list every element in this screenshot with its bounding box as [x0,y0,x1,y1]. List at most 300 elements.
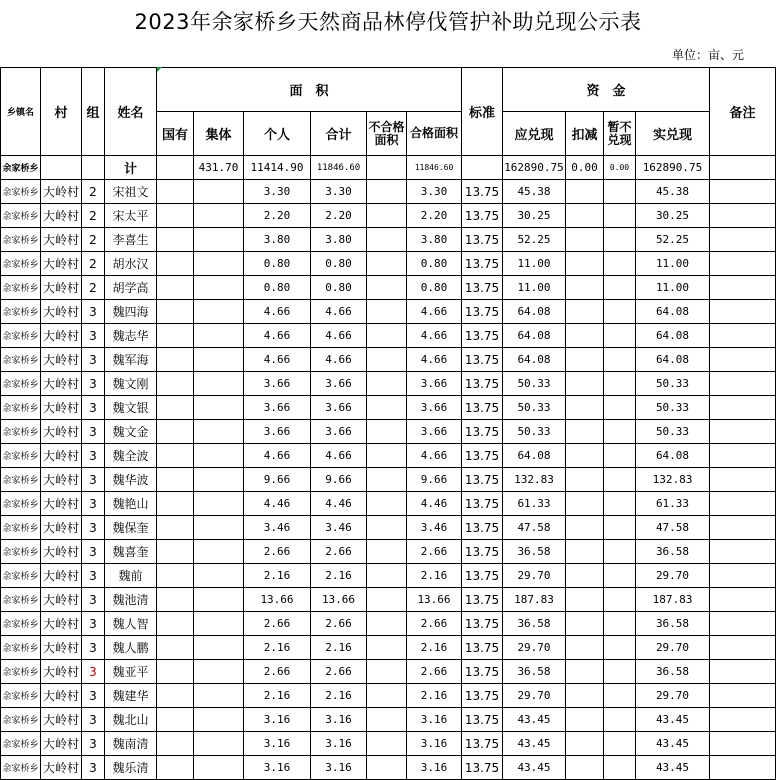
cell-payable: 29.70 [503,684,566,708]
cell-unqualified [367,276,407,300]
cell-village: 大岭村 [41,636,82,660]
cell-village: 大岭村 [41,180,82,204]
cell-unqualified [367,372,407,396]
cell-deduction [566,276,604,300]
header-payable: 应兑现 [503,112,566,156]
cell-remarks [710,516,776,540]
cell-personal: 3.66 [244,372,311,396]
cell-total: 2.20 [311,204,367,228]
cell-town: 余家桥乡 [1,468,41,492]
cell-name: 魏文刚 [105,372,157,396]
cell-village: 大岭村 [41,276,82,300]
summary-qualified: 11846.60 [407,156,462,180]
subsidy-table [0,67,776,780]
cell-group: 3 [82,732,105,756]
cell-unqualified [367,708,407,732]
cell-actual: 36.58 [636,540,710,564]
cell-personal: 13.66 [244,588,311,612]
cell-unqualified [367,228,407,252]
cell-collective [194,468,244,492]
cell-village: 大岭村 [41,372,82,396]
cell-standard: 13.75 [462,276,503,300]
cell-unqualified [367,420,407,444]
cell-state [157,516,194,540]
cell-standard: 13.75 [462,180,503,204]
cell-personal: 4.46 [244,492,311,516]
cell-state [157,660,194,684]
cell-total: 3.16 [311,732,367,756]
cell-village: 大岭村 [41,228,82,252]
header-funds: 资 金 [503,68,710,112]
cell-remarks [710,564,776,588]
cell-collective [194,492,244,516]
cell-standard: 13.75 [462,516,503,540]
cell-deduction [566,300,604,324]
cell-standard: 13.75 [462,228,503,252]
table-row [1,660,776,684]
cell-payable: 43.45 [503,756,566,780]
cell-state [157,276,194,300]
cell-unqualified [367,252,407,276]
cell-remarks [710,276,776,300]
cell-name: 魏建华 [105,684,157,708]
cell-village: 大岭村 [41,324,82,348]
cell-group: 3 [82,444,105,468]
cell-group: 2 [82,204,105,228]
cell-group: 2 [82,228,105,252]
cell-state [157,372,194,396]
cell-standard: 13.75 [462,588,503,612]
header-total: 合计 [311,112,367,156]
cell-village: 大岭村 [41,540,82,564]
header-name: 姓名 [105,68,157,156]
cell-village: 大岭村 [41,348,82,372]
cell-actual: 64.08 [636,324,710,348]
cell-deduction [566,516,604,540]
cell-remarks [710,540,776,564]
cell-actual: 29.70 [636,684,710,708]
cell-suspended [604,708,636,732]
cell-collective [194,516,244,540]
cell-payable: 36.58 [503,612,566,636]
cell-collective [194,756,244,780]
cell-remarks [710,468,776,492]
cell-deduction [566,468,604,492]
cell-suspended [604,204,636,228]
summary-village [41,156,82,180]
cell-deduction [566,492,604,516]
table-row [1,756,776,780]
cell-name: 魏人鹏 [105,636,157,660]
cell-qualified: 2.16 [407,564,462,588]
cell-qualified: 2.66 [407,540,462,564]
cell-group: 2 [82,276,105,300]
cell-collective [194,348,244,372]
cell-state [157,324,194,348]
cell-remarks [710,204,776,228]
summary-deduction: 0.00 [566,156,604,180]
cell-actual: 43.45 [636,732,710,756]
cell-standard: 13.75 [462,468,503,492]
cell-qualified: 4.66 [407,324,462,348]
summary-remarks [710,156,776,180]
cell-state [157,180,194,204]
cell-remarks [710,732,776,756]
cell-village: 大岭村 [41,204,82,228]
cell-town: 余家桥乡 [1,420,41,444]
cell-suspended [604,564,636,588]
cell-group: 3 [82,588,105,612]
cell-qualified: 2.16 [407,636,462,660]
cell-suspended [604,444,636,468]
cell-suspended [604,300,636,324]
cell-name: 魏保奎 [105,516,157,540]
cell-payable: 30.25 [503,204,566,228]
cell-collective [194,636,244,660]
cell-name: 胡学高 [105,276,157,300]
cell-standard: 13.75 [462,372,503,396]
header-suspended: 暂不兑现 [604,112,636,156]
cell-state [157,492,194,516]
cell-name: 宋太平 [105,204,157,228]
cell-town: 余家桥乡 [1,180,41,204]
cell-group: 3 [82,348,105,372]
cell-deduction [566,324,604,348]
cell-town: 余家桥乡 [1,516,41,540]
cell-qualified: 3.80 [407,228,462,252]
cell-suspended [604,372,636,396]
cell-group: 3 [82,372,105,396]
cell-qualified: 3.66 [407,372,462,396]
table-row [1,708,776,732]
cell-group: 3 [82,540,105,564]
cell-remarks [710,708,776,732]
cell-suspended [604,180,636,204]
cell-collective [194,732,244,756]
cell-town: 余家桥乡 [1,612,41,636]
cell-deduction [566,612,604,636]
cell-name: 魏全波 [105,444,157,468]
cell-personal: 4.66 [244,300,311,324]
cell-total: 2.66 [311,612,367,636]
cell-state [157,420,194,444]
cell-village: 大岭村 [41,420,82,444]
cell-standard: 13.75 [462,732,503,756]
cell-personal: 2.66 [244,540,311,564]
table-row [1,684,776,708]
cell-state [157,348,194,372]
cell-state [157,228,194,252]
cell-total: 3.16 [311,756,367,780]
cell-name: 魏喜奎 [105,540,157,564]
cell-name: 魏文金 [105,420,157,444]
cell-comment-marker [157,67,162,72]
cell-payable: 132.83 [503,468,566,492]
cell-suspended [604,324,636,348]
summary-actual: 162890.75 [636,156,710,180]
cell-qualified: 3.66 [407,420,462,444]
cell-total: 0.80 [311,252,367,276]
cell-name: 魏亚平 [105,660,157,684]
cell-payable: 61.33 [503,492,566,516]
cell-personal: 2.16 [244,564,311,588]
table-row [1,732,776,756]
cell-collective [194,252,244,276]
header-collective: 集体 [194,112,244,156]
cell-name: 魏军海 [105,348,157,372]
cell-collective [194,324,244,348]
cell-actual: 43.45 [636,756,710,780]
cell-personal: 0.80 [244,252,311,276]
cell-deduction [566,684,604,708]
cell-payable: 45.38 [503,180,566,204]
cell-suspended [604,540,636,564]
cell-collective [194,588,244,612]
summary-personal: 11414.90 [244,156,311,180]
header-state: 国有 [157,112,194,156]
cell-deduction [566,708,604,732]
cell-collective [194,396,244,420]
cell-total: 4.46 [311,492,367,516]
summary-row [1,156,776,180]
cell-suspended [604,636,636,660]
cell-personal: 2.16 [244,684,311,708]
cell-group: 3 [82,612,105,636]
cell-collective [194,564,244,588]
cell-town: 余家桥乡 [1,228,41,252]
cell-remarks [710,588,776,612]
cell-standard: 13.75 [462,660,503,684]
cell-group: 3 [82,660,105,684]
summary-standard [462,156,503,180]
cell-deduction [566,180,604,204]
cell-name: 魏艳山 [105,492,157,516]
cell-town: 余家桥乡 [1,300,41,324]
cell-village: 大岭村 [41,468,82,492]
cell-standard: 13.75 [462,684,503,708]
cell-group: 3 [82,468,105,492]
cell-remarks [710,684,776,708]
header-group: 组 [82,68,105,156]
cell-village: 大岭村 [41,300,82,324]
table-row [1,204,776,228]
cell-suspended [604,732,636,756]
cell-actual: 11.00 [636,252,710,276]
cell-deduction [566,756,604,780]
cell-qualified: 0.80 [407,276,462,300]
cell-village: 大岭村 [41,708,82,732]
cell-name: 宋祖文 [105,180,157,204]
cell-standard: 13.75 [462,420,503,444]
cell-payable: 187.83 [503,588,566,612]
cell-standard: 13.75 [462,396,503,420]
cell-state [157,612,194,636]
cell-deduction [566,348,604,372]
cell-qualified: 2.16 [407,684,462,708]
cell-unqualified [367,396,407,420]
cell-personal: 3.66 [244,420,311,444]
cell-payable: 64.08 [503,300,566,324]
cell-name: 魏志华 [105,324,157,348]
cell-state [157,444,194,468]
cell-village: 大岭村 [41,516,82,540]
cell-deduction [566,228,604,252]
cell-state [157,540,194,564]
header-town: 乡镇名 [1,68,41,156]
cell-group: 3 [82,564,105,588]
cell-actual: 64.08 [636,348,710,372]
cell-standard: 13.75 [462,492,503,516]
cell-name: 魏乐清 [105,756,157,780]
cell-state [157,300,194,324]
cell-personal: 3.80 [244,228,311,252]
cell-collective [194,444,244,468]
cell-personal: 0.80 [244,276,311,300]
cell-personal: 4.66 [244,444,311,468]
cell-group: 3 [82,516,105,540]
cell-total: 0.80 [311,276,367,300]
cell-town: 余家桥乡 [1,372,41,396]
cell-deduction [566,420,604,444]
cell-remarks [710,492,776,516]
cell-payable: 43.45 [503,708,566,732]
cell-town: 余家桥乡 [1,588,41,612]
cell-standard: 13.75 [462,540,503,564]
cell-standard: 13.75 [462,444,503,468]
cell-remarks [710,756,776,780]
cell-collective [194,420,244,444]
cell-remarks [710,396,776,420]
cell-name: 李喜生 [105,228,157,252]
cell-collective [194,660,244,684]
cell-payable: 29.70 [503,564,566,588]
cell-state [157,564,194,588]
cell-standard: 13.75 [462,348,503,372]
cell-town: 余家桥乡 [1,276,41,300]
cell-group: 3 [82,324,105,348]
cell-actual: 45.38 [636,180,710,204]
cell-town: 余家桥乡 [1,684,41,708]
cell-payable: 64.08 [503,324,566,348]
cell-state [157,636,194,660]
summary-suspended: 0.00 [604,156,636,180]
cell-standard: 13.75 [462,252,503,276]
cell-deduction [566,732,604,756]
cell-town: 余家桥乡 [1,660,41,684]
cell-deduction [566,252,604,276]
cell-group: 2 [82,180,105,204]
cell-deduction [566,204,604,228]
cell-collective [194,180,244,204]
table-row [1,372,776,396]
cell-unqualified [367,588,407,612]
table-row [1,516,776,540]
cell-remarks [710,636,776,660]
summary-collective: 431.70 [194,156,244,180]
cell-qualified: 4.46 [407,492,462,516]
cell-collective [194,708,244,732]
cell-deduction [566,636,604,660]
cell-actual: 36.58 [636,660,710,684]
cell-group: 3 [82,492,105,516]
cell-collective [194,276,244,300]
cell-unqualified [367,444,407,468]
cell-suspended [604,228,636,252]
cell-remarks [710,372,776,396]
cell-unqualified [367,492,407,516]
cell-standard: 13.75 [462,756,503,780]
cell-deduction [566,540,604,564]
cell-actual: 64.08 [636,444,710,468]
cell-suspended [604,756,636,780]
cell-town: 余家桥乡 [1,708,41,732]
summary-state [157,156,194,180]
summary-town: 余家桥乡 [1,156,41,180]
cell-town: 余家桥乡 [1,732,41,756]
cell-qualified: 3.46 [407,516,462,540]
cell-suspended [604,660,636,684]
cell-total: 4.66 [311,300,367,324]
cell-suspended [604,588,636,612]
cell-state [157,684,194,708]
cell-personal: 3.16 [244,732,311,756]
cell-town: 余家桥乡 [1,756,41,780]
cell-total: 3.66 [311,420,367,444]
cell-qualified: 13.66 [407,588,462,612]
cell-payable: 11.00 [503,276,566,300]
cell-deduction [566,564,604,588]
cell-suspended [604,492,636,516]
cell-village: 大岭村 [41,396,82,420]
cell-total: 3.66 [311,396,367,420]
cell-suspended [604,348,636,372]
cell-remarks [710,228,776,252]
cell-payable: 64.08 [503,348,566,372]
header-standard: 标准 [462,68,503,156]
cell-remarks [710,300,776,324]
cell-collective [194,228,244,252]
table-row [1,252,776,276]
cell-deduction [566,396,604,420]
cell-total: 4.66 [311,324,367,348]
cell-actual: 30.25 [636,204,710,228]
cell-unqualified [367,564,407,588]
cell-unqualified [367,636,407,660]
cell-personal: 3.66 [244,396,311,420]
cell-qualified: 3.16 [407,732,462,756]
cell-standard: 13.75 [462,708,503,732]
cell-village: 大岭村 [41,756,82,780]
table-row [1,588,776,612]
cell-group: 3 [82,636,105,660]
cell-personal: 2.66 [244,612,311,636]
cell-total: 3.80 [311,228,367,252]
cell-group: 3 [82,300,105,324]
cell-standard: 13.75 [462,564,503,588]
cell-deduction [566,372,604,396]
cell-qualified: 3.30 [407,180,462,204]
cell-qualified: 4.66 [407,444,462,468]
cell-payable: 50.33 [503,372,566,396]
cell-payable: 43.45 [503,732,566,756]
cell-payable: 50.33 [503,420,566,444]
cell-state [157,204,194,228]
cell-deduction [566,444,604,468]
cell-village: 大岭村 [41,660,82,684]
cell-collective [194,540,244,564]
cell-remarks [710,660,776,684]
cell-town: 余家桥乡 [1,252,41,276]
